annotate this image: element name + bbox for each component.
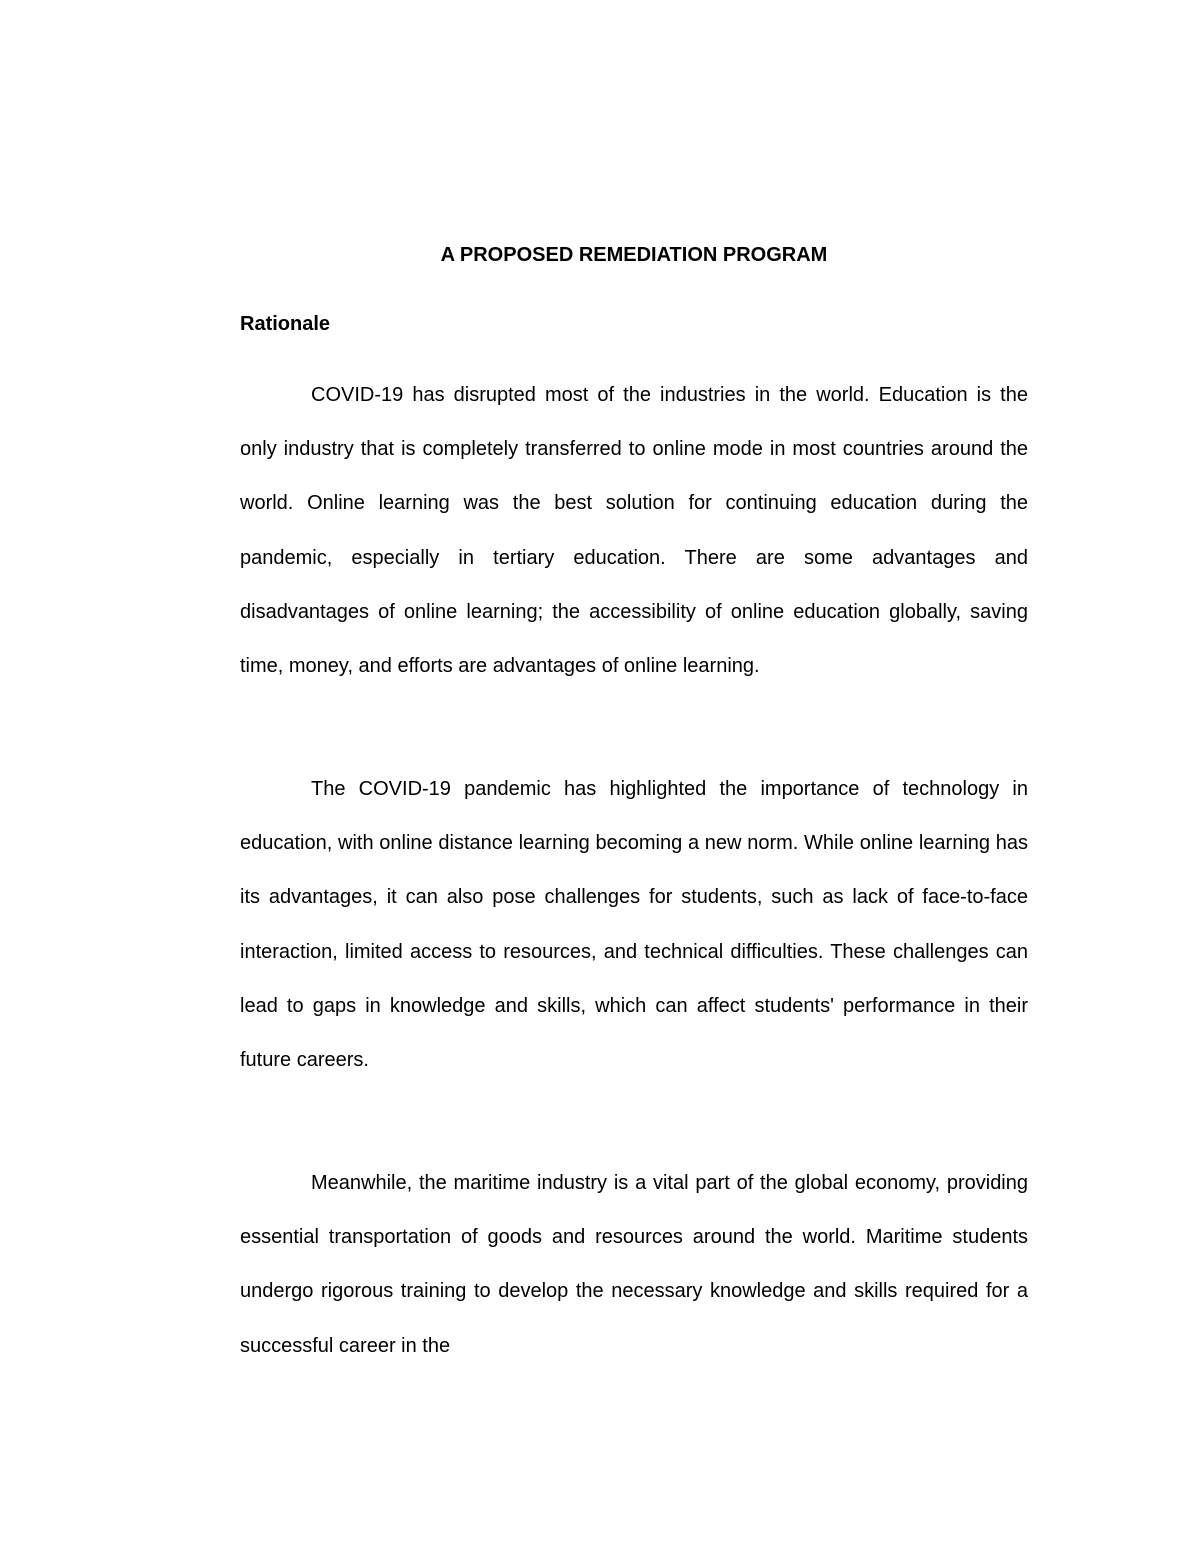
paragraph-2: The COVID-19 pandemic has highlighted the importance of technology in education, with online distance learning becoming a new norm. While online learning has its advantages, it can also pose challenges for students, such as lack of face-to-face interaction, limited access to resources, and technical difficulties. These challenges can lead to gaps in knowledge and skills, which can affect students' performance in their future careers. (240, 778, 1028, 1072)
section-heading-rationale: Rationale (240, 313, 331, 335)
paragraph-1: COVID-19 has disrupted most of the industries in the world. Education is the only industry that is completely transferred to online mode in most countries around the world. Online learning was the best solution for continuing education during the pandemic, especially in tertiary education. There are some advantages and disadvantages of online learning; the accessibility of online education globally, saving time, money, and efforts are advantages of online learning. (240, 384, 1028, 678)
paragraph-3: Meanwhile, the maritime industry is a vital part of the global economy, providing essential transportation of goods and resources around the world. Maritime students undergo rigorous training to develop the necessary knowledge and skills required for a successful career in the (240, 1172, 1028, 1357)
document-title: A PROPOSED REMEDIATION PROGRAM (440, 244, 828, 266)
